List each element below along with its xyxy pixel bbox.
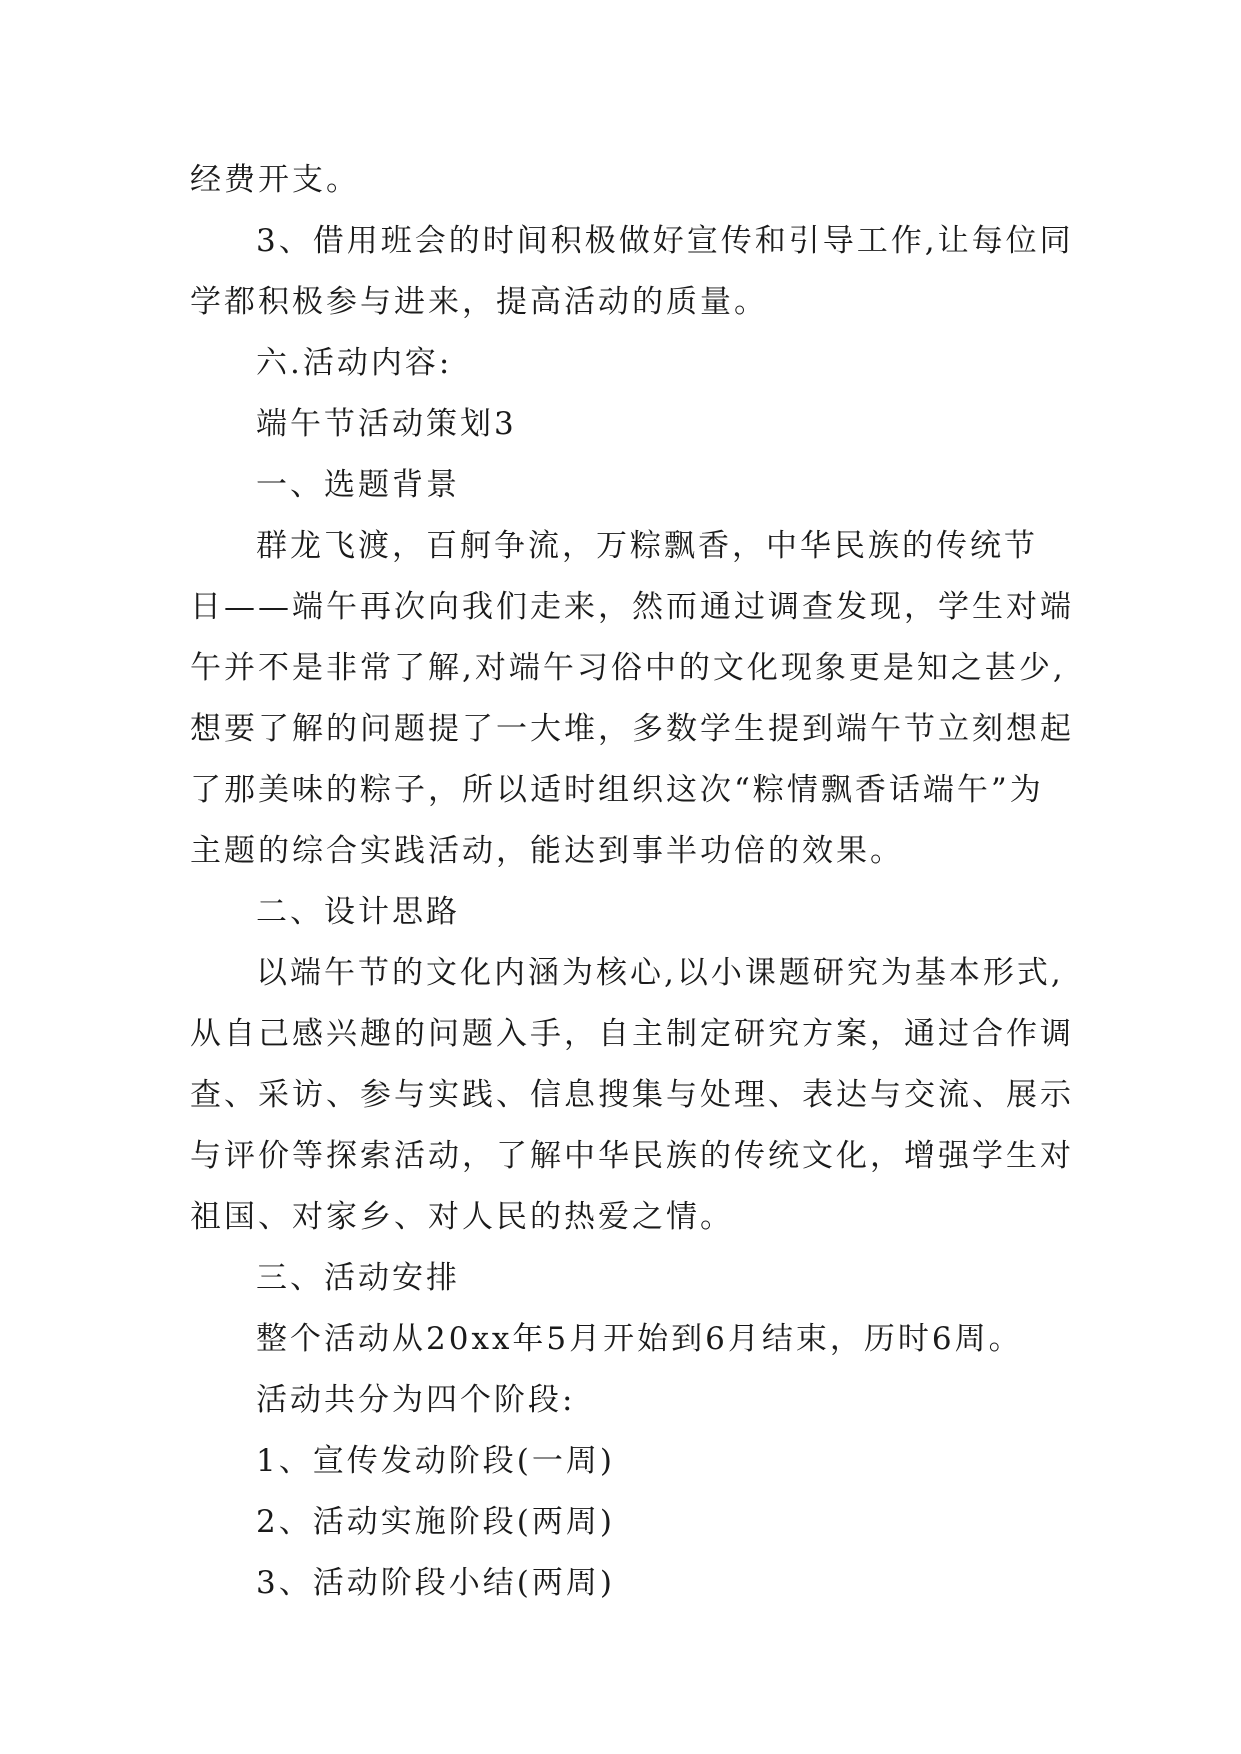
text-line: 日——端午再次向我们走来，然而通过调查发现，学生对端 [190,589,1074,625]
text-line: 活动共分为四个阶段: [256,1382,576,1418]
text-line: 想要了解的问题提了一大堆，多数学生提到端午节立刻想起 [190,711,1074,747]
text-line: 3、借用班会的时间积极做好宣传和引导工作,让每位同 [256,223,1074,259]
text-line: 查、采访、参与实践、信息搜集与处理、表达与交流、展示 [190,1077,1074,1113]
text-line: 祖国、对家乡、对人民的热爱之情。 [190,1199,734,1235]
list-item: 3、活动阶段小结(两周) [256,1565,615,1601]
list-item: 1、宣传发动阶段(一周) [256,1443,615,1479]
text-line: 午并不是非常了解,对端午习俗中的文化现象更是知之甚少, [190,650,1066,686]
section-heading: 六.活动内容: [256,345,453,381]
text-line: 经费开支。 [190,162,360,198]
text-line: 整个活动从20xx年5月开始到6月结束，历时6周。 [256,1321,1023,1357]
section-heading: 三、活动安排 [256,1260,460,1296]
list-item: 2、活动实施阶段(两周) [256,1504,615,1540]
document-page [190,150,1074,1614]
text-line: 学都积极参与进来，提高活动的质量。 [190,284,768,320]
text-line: 从自己感兴趣的问题入手，自主制定研究方案，通过合作调 [190,1016,1074,1052]
document-title: 端午节活动策划3 [256,406,517,442]
text-line: 与评价等探索活动，了解中华民族的传统文化，增强学生对 [190,1138,1074,1174]
text-line: 主题的综合实践活动，能达到事半功倍的效果。 [190,833,904,869]
section-heading: 二、设计思路 [256,894,460,930]
text-line: 了那美味的粽子，所以适时组织这次“粽情飘香话端午”为 [190,772,1044,808]
section-heading: 一、选题背景 [256,467,460,503]
text-line: 群龙飞渡，百舸争流，万粽飘香，中华民族的传统节 [256,528,1038,564]
text-line: 以端午节的文化内涵为核心,以小课题研究为基本形式, [256,955,1064,991]
